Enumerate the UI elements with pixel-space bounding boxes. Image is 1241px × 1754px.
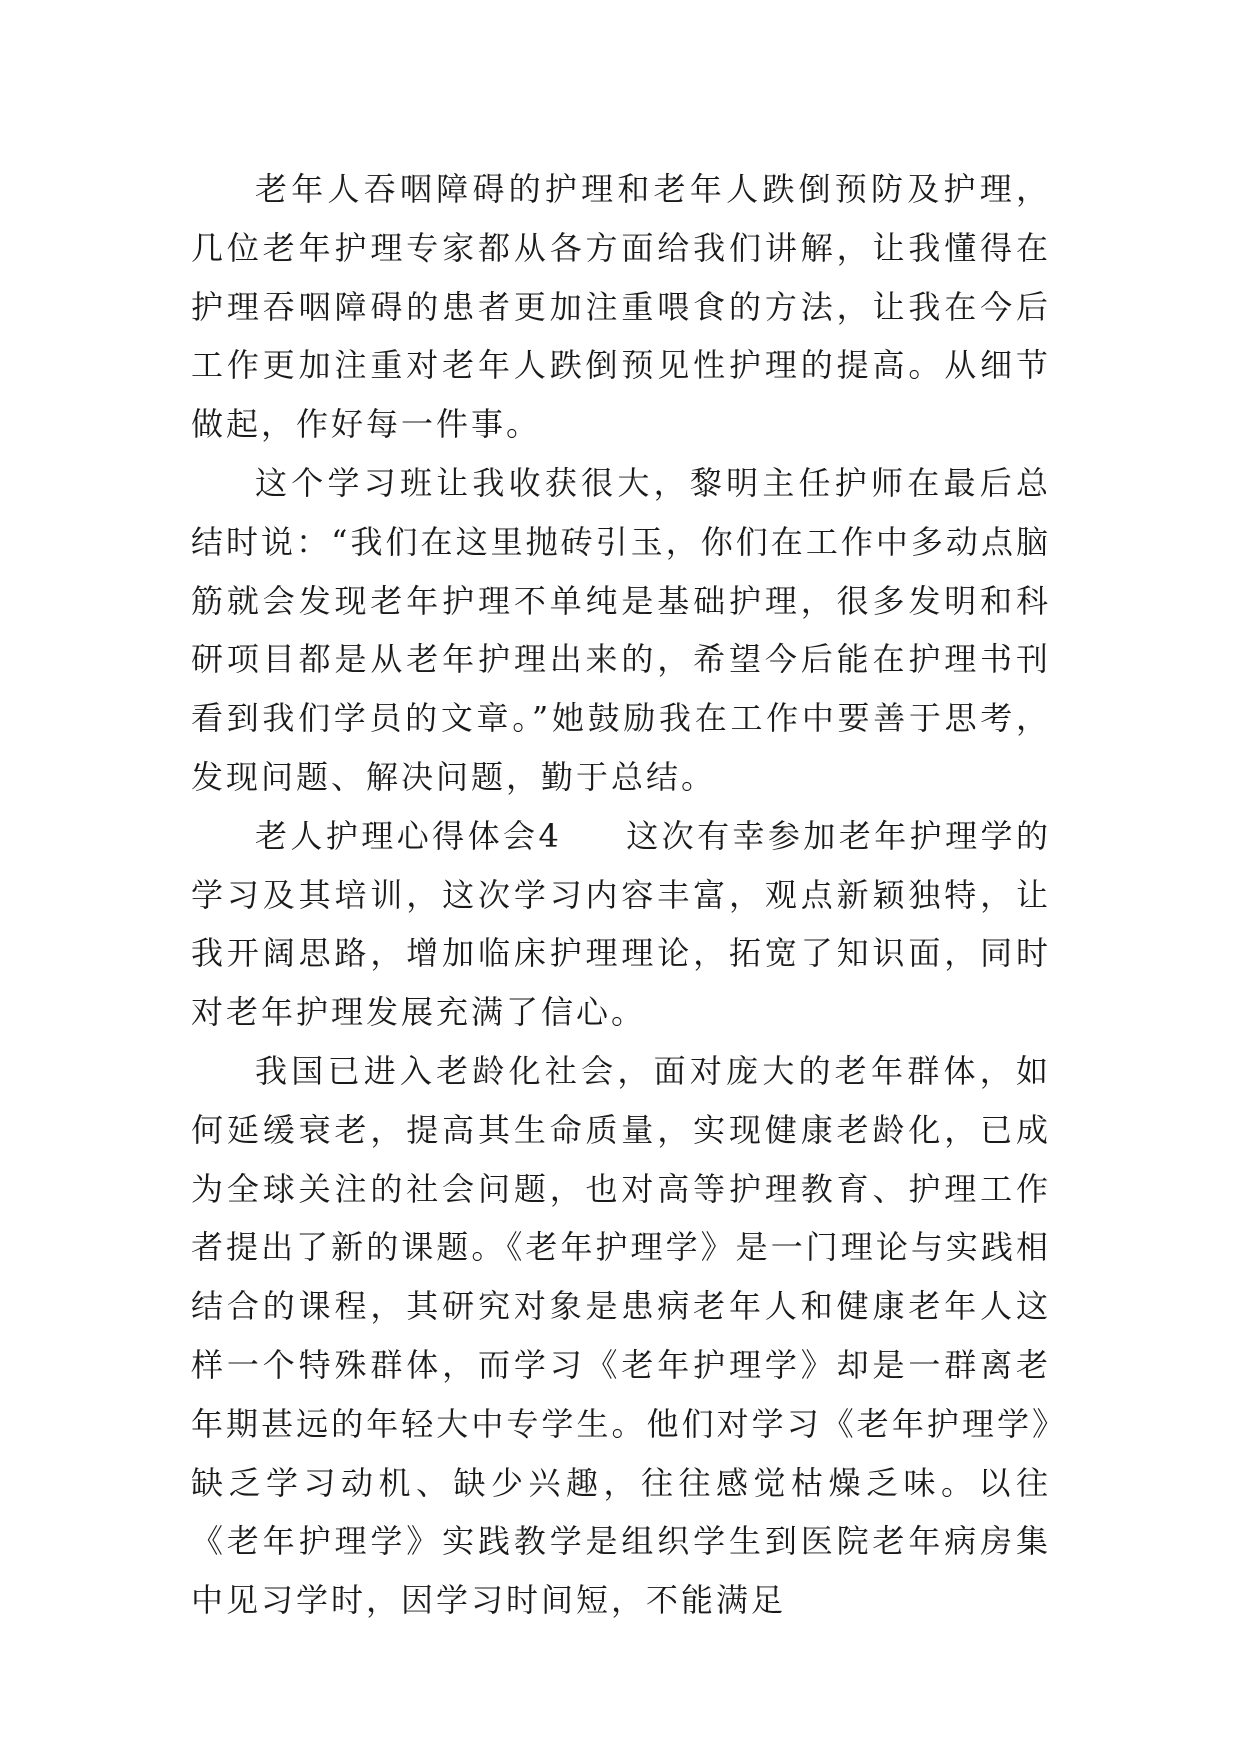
section-heading: 老人护理心得体会4 — [255, 816, 562, 855]
paragraph-1: 老年人吞咽障碍的护理和老年人跌倒预防及护理，几位老年护理专家都从各方面给我们讲解，让我懂得在护理吞咽障碍的患者更加注重喂食的方法，让我在今后工作更加注重对老年人跌倒预见性护理的提高。从细节做起，作好每一件事。 — [191, 170, 1051, 444]
body-text — [191, 160, 1051, 1630]
paragraph-3 — [191, 807, 1051, 1042]
paragraph-4: 我国已进入老龄化社会，面对庞大的老年群体，如何延缓衰老，提高其生命质量，实现健康老龄化，已成为全球关注的社会问题，也对高等护理教育、护理工作者提出了新的课题。《老年护理学》是一门理论与实践相结合的课程，其研究对象是患病老年人和健康老年人这样一个特殊群体，而学习《老年护理学》却是一群离老年期甚远的年轻大中专学生。他们对学习《老年护理学》缺乏学习动机、缺少兴趣，往往感觉枯燥乏味。以往《老年护理学》实践教学是组织学生到医院老年病房集中见习学时，因学习时间短，不能满足 — [191, 1051, 1051, 1620]
paragraph-3-text: 这次有幸参加老年护理学的学习及其培训，这次学习内容丰富，观点新颖独特，让我开阔思路，增加临床护理理论，拓宽了知识面，同时对老年护理发展充满了信心。 — [191, 816, 1051, 1032]
paragraph-2: 这个学习班让我收获很大，黎明主任护师在最后总结时说：“我们在这里抛砖引玉，你们在工作中多动点脑筋就会发现老年护理不单纯是基础护理，很多发明和科研项目都是从老年护理出来的，希望今后能在护理书刊看到我们学员的文章。”她鼓励我在工作中要善于思考，发现问题、解决问题，勤于总结。 — [191, 463, 1051, 796]
